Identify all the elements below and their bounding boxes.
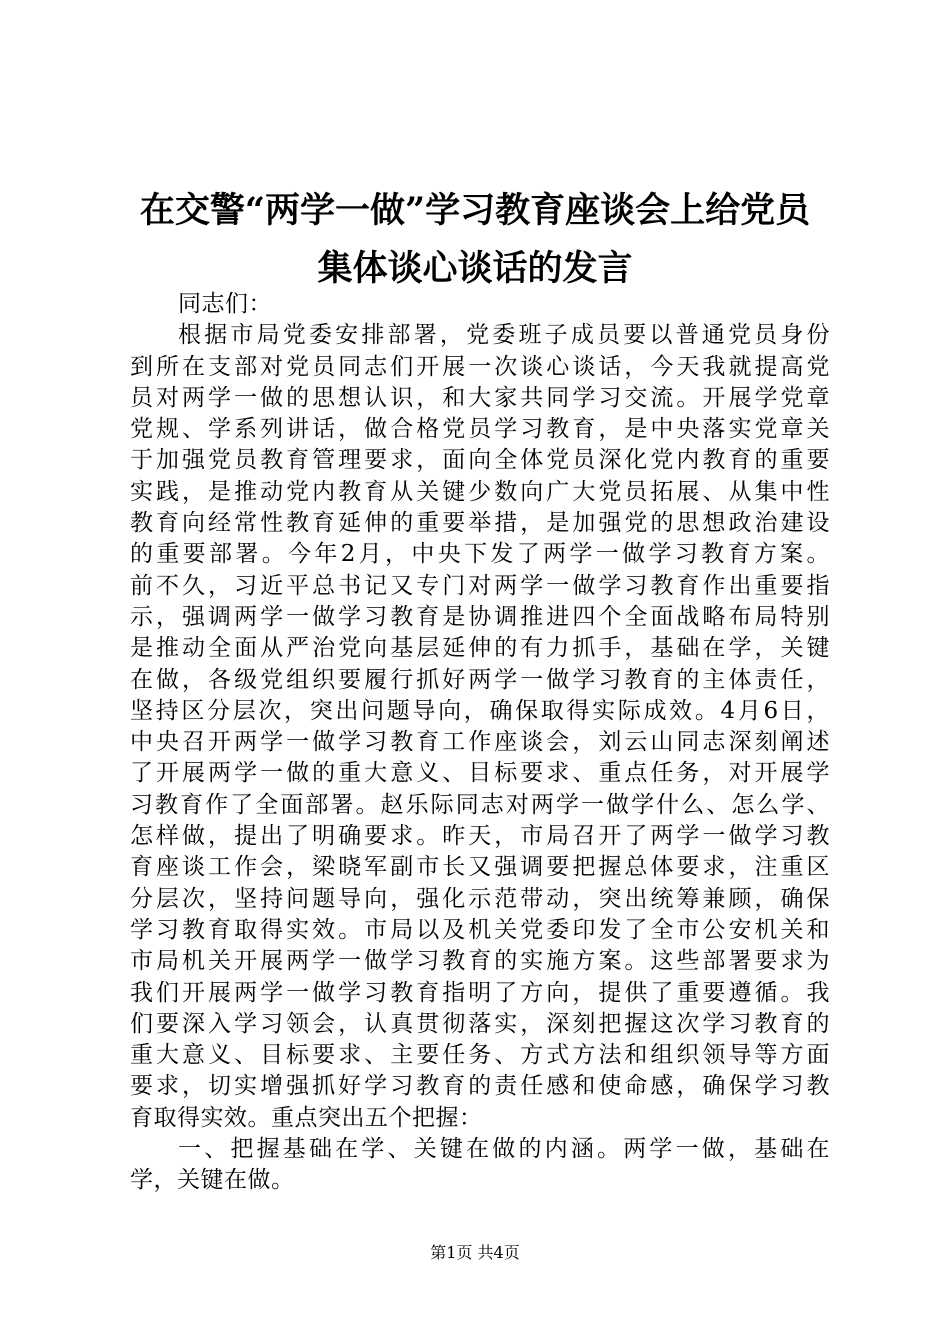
text-line: 到所在支部对党员同志们开展一次谈心谈话，今天我就提高党 [130,353,830,380]
text-line: 我们开展两学一做学习教育指明了方向，提供了重要遵循。我 [130,979,830,1006]
text-line: 于加强党员教育管理要求，面向全体党员深化党内教育的重要 [130,447,830,474]
text-line: 怎样做，提出了明确要求。昨天，市局召开了两学一做学习教 [130,823,830,850]
text-line: 市局机关开展两学一做学习教育的实施方案。这些部署要求为 [130,948,830,975]
text-line: 党规、学系列讲话，做合格党员学习教育，是中央落实党章关 [130,416,830,443]
text-line: 的重要部署。今年2月，中央下发了两学一做学习教育方案。 [130,541,830,568]
text-line: 育取得实效。重点突出五个把握： [130,1104,483,1131]
page-number-footer: 第1页 共4页 [430,1243,520,1262]
document-title-line-2: 集体谈心谈话的发言 [317,248,633,289]
text-line: 实践，是推动党内教育从关键少数向广大党员拓展、从集中性 [130,478,830,505]
text-line: 学，关键在做。 [130,1167,295,1194]
text-line: 根据市局党委安排部署，党委班子成员要以普通党员身份 [178,322,830,349]
salutation: 同志们： [178,291,272,317]
text-line: 是推动全面从严治党向基层延伸的有力抓手，基础在学，关键 [130,635,830,662]
text-line: 学习教育取得实效。市局以及机关党委印发了全市公安机关和 [130,916,830,943]
section-heading-line: 一、把握基础在学、关键在做的内涵。两学一做，基础在 [178,1136,830,1163]
text-line: 育座谈工作会，梁晓军副市长又强调要把握总体要求，注重区 [130,854,830,881]
text-line: 员对两学一做的思想认识，和大家共同学习交流。开展学党章 [130,384,830,411]
text-line: 在做，各级党组织要履行抓好两学一做学习教育的主体责任， [130,666,830,693]
text-line: 坚持区分层次，突出问题导向，确保取得实际成效。4月6日， [130,697,830,724]
text-line: 要求，切实增强抓好学习教育的责任感和使命感，确保学习教 [130,1073,830,1100]
text-line: 中央召开两学一做学习教育工作座谈会，刘云山同志深刻阐述 [130,729,830,756]
text-line: 分层次，坚持问题导向，强化示范带动，突出统筹兼顾，确保 [130,885,830,912]
text-line: 前不久，习近平总书记又专门对两学一做学习教育作出重要指 [130,572,830,599]
document-title-line-1: 在交警“两学一做”学习教育座谈会上给党员 [139,190,811,231]
text-line: 重大意义、目标要求、主要任务、方式方法和组织领导等方面 [130,1042,830,1069]
document-body [130,289,830,1197]
text-line: 教育向经常性教育延伸的重要举措，是加强党的思想政治建设 [130,510,830,537]
text-line: 习教育作了全面部署。赵乐际同志对两学一做学什么、怎么学、 [130,791,830,818]
text-line: 了开展两学一做的重大意义、目标要求、重点任务，对开展学 [130,760,830,787]
text-line: 示，强调两学一做学习教育是协调推进四个全面战略布局特别 [130,603,830,630]
text-line: 们要深入学习领会，认真贯彻落实，深刻把握这次学习教育的 [130,1010,830,1037]
